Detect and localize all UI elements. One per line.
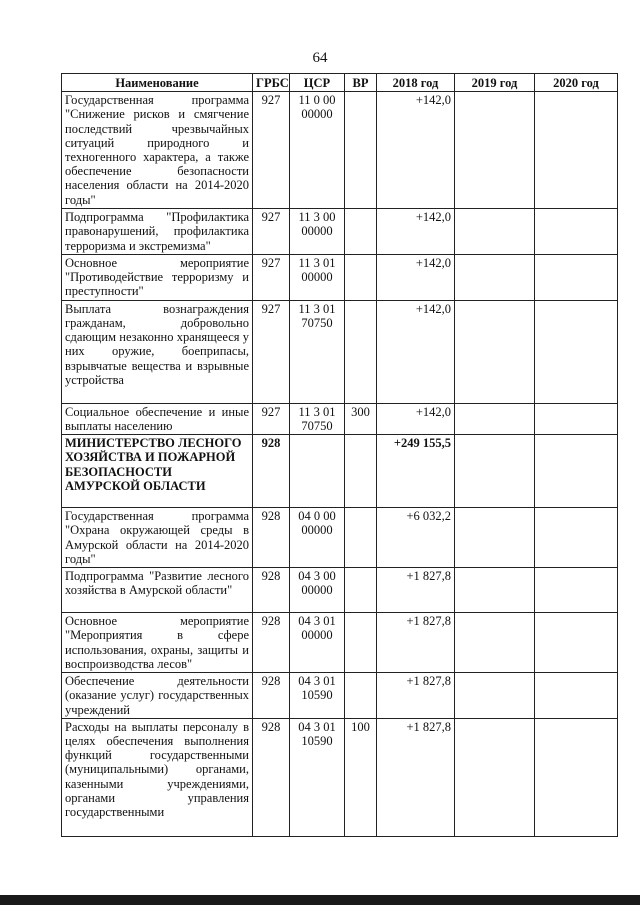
row-2020 [535, 403, 618, 434]
row-2019 [455, 508, 535, 568]
table-row [62, 300, 618, 403]
row-grbs: 928 [253, 508, 290, 568]
row-vr [345, 508, 377, 568]
header-grbs: ГРБС [253, 74, 290, 92]
row-2019 [455, 254, 535, 300]
row-2018: +249 155,5 [377, 435, 455, 508]
row-csr: 11 0 00 00000 [290, 92, 345, 209]
row-vr [345, 435, 377, 508]
row-name: Государственная программа "Снижение рисков и смягчение последствий чрезвычайных ситуаций природного и техногенного характера, а также обеспечение безопасности населения области на 2014-2020 годы" [62, 92, 253, 209]
row-2018: +142,0 [377, 254, 455, 300]
row-2020 [535, 209, 618, 255]
table-row [62, 673, 618, 719]
budget-table [61, 73, 618, 837]
row-csr: 11 3 01 70750 [290, 403, 345, 434]
scan-edge [0, 895, 640, 905]
table-row [62, 508, 618, 568]
row-name: Подпрограмма "Развитие лесного хозяйства в Амурской области" [62, 568, 253, 613]
page-number: 64 [312, 50, 328, 66]
row-csr: 11 3 00 00000 [290, 209, 345, 255]
table-row [62, 92, 618, 209]
row-2019 [455, 300, 535, 403]
row-vr [345, 92, 377, 209]
row-grbs: 928 [253, 673, 290, 719]
row-vr [345, 613, 377, 673]
row-2020 [535, 300, 618, 403]
table-header-row [62, 74, 618, 92]
row-grbs: 927 [253, 300, 290, 403]
header-csr: ЦСР [290, 74, 345, 92]
row-csr: 04 3 01 10590 [290, 673, 345, 719]
row-vr [345, 673, 377, 719]
row-name: Подпрограмма "Профилактика правонарушений, профилактика терроризма и экстремизма" [62, 209, 253, 255]
row-2018: +6 032,2 [377, 508, 455, 568]
row-grbs: 928 [253, 435, 290, 508]
row-2019 [455, 718, 535, 836]
header-2019: 2019 год [455, 74, 535, 92]
row-2018: +142,0 [377, 92, 455, 209]
row-2019 [455, 92, 535, 209]
header-vr: ВР [345, 74, 377, 92]
table-row-ministry [62, 435, 618, 508]
row-grbs: 928 [253, 613, 290, 673]
row-grbs: 928 [253, 718, 290, 836]
row-2020 [535, 508, 618, 568]
row-grbs: 928 [253, 568, 290, 613]
row-2020 [535, 568, 618, 613]
row-2019 [455, 613, 535, 673]
row-grbs: 927 [253, 254, 290, 300]
row-2020 [535, 92, 618, 209]
row-2019 [455, 435, 535, 508]
row-name: Социальное обеспечение и иные выплаты населению [62, 403, 253, 434]
row-2019 [455, 673, 535, 719]
table-row [62, 403, 618, 434]
row-grbs: 927 [253, 403, 290, 434]
row-name: МИНИСТЕРСТВО ЛЕСНОГО ХОЗЯЙСТВА И ПОЖАРНОЙ БЕЗОПАСНОСТИ АМУРСКОЙ ОБЛАСТИ [62, 435, 253, 508]
row-csr: 04 3 00 00000 [290, 568, 345, 613]
row-2018: +1 827,8 [377, 673, 455, 719]
header-2020: 2020 год [535, 74, 618, 92]
row-2020 [535, 673, 618, 719]
table-row [62, 718, 618, 836]
row-2020 [535, 254, 618, 300]
row-name: Обеспечение деятельности (оказание услуг) государственных учреждений [62, 673, 253, 719]
row-csr: 04 3 01 00000 [290, 613, 345, 673]
row-grbs: 927 [253, 209, 290, 255]
row-2020 [535, 718, 618, 836]
row-2018: +142,0 [377, 209, 455, 255]
row-2018: +1 827,8 [377, 718, 455, 836]
row-vr [345, 209, 377, 255]
row-2019 [455, 568, 535, 613]
row-name: Выплата вознаграждения гражданам, добровольно сдающим незаконно хранящееся у них оружие, боеприпасы, взрывчатые вещества и взрывные устройства [62, 300, 253, 403]
table-row [62, 613, 618, 673]
row-name: Расходы на выплаты персоналу в целях обеспечения выполнения функций государственными (муниципальными) органами, казенными учреждениями, органами управления государственными [62, 718, 253, 836]
row-grbs: 927 [253, 92, 290, 209]
row-csr: 04 3 01 10590 [290, 718, 345, 836]
row-vr [345, 254, 377, 300]
row-vr: 300 [345, 403, 377, 434]
row-2020 [535, 435, 618, 508]
row-vr [345, 300, 377, 403]
table-row [62, 568, 618, 613]
header-name: Наименование [62, 74, 253, 92]
row-csr: 11 3 01 70750 [290, 300, 345, 403]
row-csr [290, 435, 345, 508]
row-2018: +142,0 [377, 403, 455, 434]
row-2018: +142,0 [377, 300, 455, 403]
row-csr: 11 3 01 00000 [290, 254, 345, 300]
row-vr: 100 [345, 718, 377, 836]
table-row [62, 209, 618, 255]
row-csr: 04 0 00 00000 [290, 508, 345, 568]
header-2018: 2018 год [377, 74, 455, 92]
row-vr [345, 568, 377, 613]
row-name: Основное мероприятие "Мероприятия в сфере использования, охраны, защиты и воспроизводства лесов" [62, 613, 253, 673]
table-row [62, 254, 618, 300]
row-name: Государственная программа "Охрана окружающей среды в Амурской области на 2014-2020 годы" [62, 508, 253, 568]
row-2019 [455, 403, 535, 434]
row-2018: +1 827,8 [377, 568, 455, 613]
row-name: Основное мероприятие "Противодействие терроризму и преступности" [62, 254, 253, 300]
row-2020 [535, 613, 618, 673]
row-2018: +1 827,8 [377, 613, 455, 673]
row-2019 [455, 209, 535, 255]
